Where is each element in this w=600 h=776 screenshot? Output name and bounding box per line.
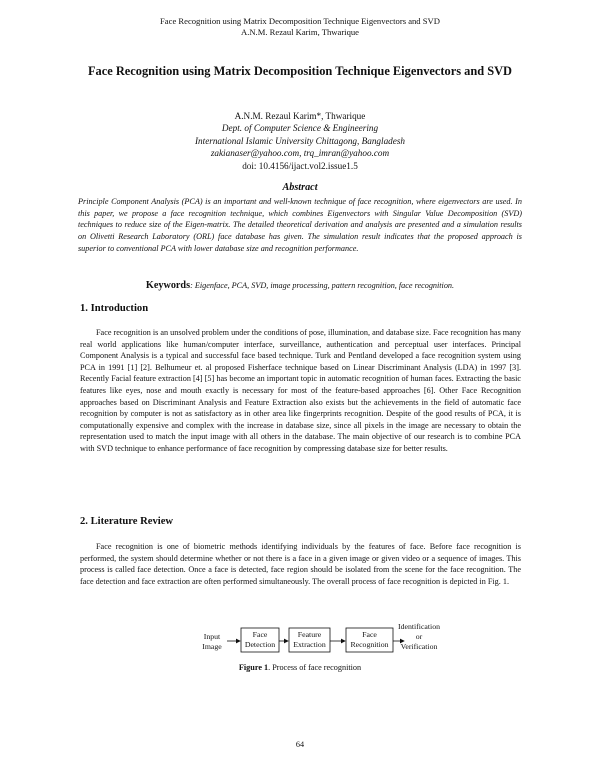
author-emails: zakianaser@yahoo.com, trq_imran@yahoo.com [210, 148, 390, 159]
author-department: Dept. of Computer Science & Engineering [221, 123, 379, 134]
doi: doi: 10.4156/ijact.vol2.issue1.5 [242, 160, 358, 171]
running-head [0, 16, 600, 38]
keywords-line [0, 280, 600, 291]
output-label-line2: or [415, 632, 423, 641]
abstract-text: Principle Component Analysis (PCA) is an important and well-known technique of face recognition, where eigenvectors are used. In this paper, we propose a face recognition technique, which combines Eigenvectors with Singular Value Decomposition (SVD) techniques to reduce size of the Eigen-matrix. The detailed theoretical derivation and analysis are presented and a simulation results on Olivetti Research Laboratory (ORL) face database has given. The simulation result indicates that the proposed approach is superior to conventional PCA with lower database size and recognition performance. [78, 197, 522, 253]
output-label-line3: Verification [400, 642, 438, 651]
output-label-line1: Identification [398, 622, 440, 631]
section-heading-literature-review: 2. Literature Review [80, 516, 174, 527]
section-heading-introduction: 1. Introduction [80, 303, 149, 314]
face-recognition-label-line2: Recognition [350, 640, 389, 649]
literature-review-paragraph: Face recognition is one of biometric methods identifying individuals by the features of face. Before face recognition is performed, the system should determine whether or not there is a face in a given image or given video or a sequence of images. This process is called face detection. Once a face is detected, face region should be isolated from the scene for the face recognition. The face detection and face extraction are often performed simultaneously. The overall process of face recognition is depicted in Fig. 1. [80, 542, 521, 586]
running-head-title: Face Recognition using Matrix Decomposition Technique Eigenvectors and SVD [160, 16, 440, 26]
author-university: International Islamic University Chittagong, Bangladesh [194, 135, 406, 146]
feature-extraction-label-line2: Extraction [293, 640, 326, 649]
introduction-paragraph: Face recognition is an unsolved problem under the conditions of pose, illumination, and database size. Face recognition has many real world applications like human/computer interface, surveillance, authentication and perceptual user interfaces. Principal Component Analysis is a typical and successful face based technique. Turk and Pentland developed a face recognition system using PCA in 1991 [1] [2]. Belhumeur et. al proposed Fisherface technique based on Linear Discriminant Analysis (LDA) in 1997 [3]. Recently Facial feature extraction [4] [5] has become an important topic in automatic recognition of human faces. Extracting the basic features like eyes, nose and mouth exactly is necessary for most of the feature-based approaches [6]. Other Face Recognition approaches based on Discriminant Analysis and Feature Extraction also exists but the achievements in the field of automatic face recognition by computer is not as satisfactory as in other area like fingerprints recognition. Despite of the good results of PCA, it is computationally expensive and complex with the increase in database size, since all pixels in the image are necessary to obtain the representation used to match the input image with all others in the database. The main objective of our research is to combine PCA with SVD technique to enhance performance of face recognition by compressing database size for better results. [80, 328, 521, 453]
paper-title: Face Recognition using Matrix Decomposition Technique Eigenvectors and SVD [87, 64, 513, 78]
author-block [0, 110, 600, 172]
figure-caption [0, 663, 600, 672]
face-detection-label-line1: Face [252, 630, 268, 639]
keywords-text: : Eigenface, PCA, SVD, image processing, pattern recognition, face recognition. [190, 281, 455, 290]
face-detection-label-line2: Detection [244, 640, 276, 649]
face-recognition-label-line1: Face [362, 630, 377, 639]
input-image-label-line1: Input [203, 632, 221, 641]
keywords-label: Keywords [145, 280, 191, 291]
page-number: 64 [295, 740, 305, 749]
figure-caption-label: Figure 1 [238, 663, 269, 672]
abstract-heading: Abstract [282, 182, 318, 193]
running-head-authors: A.N.M. Rezaul Karim, Thwarique [241, 27, 359, 37]
face-recognition-process-diagram [200, 620, 440, 660]
figure-caption-text: . Process of face recognition [268, 663, 362, 672]
author-names: A.N.M. Rezaul Karim*, Thwarique [234, 111, 366, 121]
feature-extraction-label-line1: Feature [297, 630, 322, 639]
input-image-label-line2: Image [202, 642, 222, 651]
